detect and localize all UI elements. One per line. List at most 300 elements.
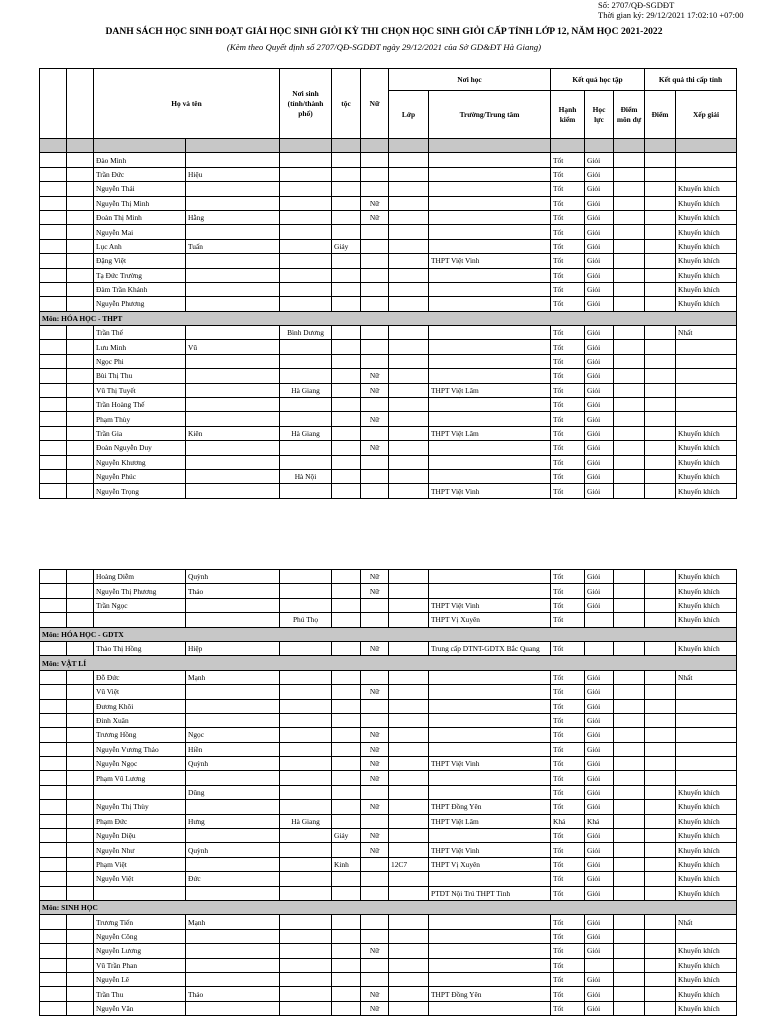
nu-cell: Nữ	[361, 1001, 389, 1015]
lop-cell	[389, 713, 429, 727]
truong-cell	[429, 829, 551, 843]
nu-cell: Nữ	[361, 987, 389, 1001]
truong-cell	[429, 728, 551, 742]
nu-cell	[361, 699, 389, 713]
ten-cell	[186, 196, 280, 210]
noi-sinh-cell	[280, 268, 332, 282]
noi-sinh-cell	[280, 699, 332, 713]
nu-cell	[361, 613, 389, 627]
diem-cell	[645, 843, 676, 857]
subject-section-label: Môn: HÓA HỌC - THPT	[40, 311, 737, 325]
truong-cell: PTDT Nội Trú THPT Tỉnh	[429, 886, 551, 900]
subject-section-row	[40, 656, 737, 670]
diem-cell	[645, 182, 676, 196]
lop-cell	[389, 987, 429, 1001]
ten-cell: Hiệu	[186, 167, 280, 181]
diem-mon-du-cell	[614, 972, 645, 986]
ho-cell: Vũ Việt	[94, 685, 186, 699]
hanh-kiem-cell: Tốt	[551, 441, 585, 455]
truong-cell: THPT Việt Vinh	[429, 254, 551, 268]
noi-sinh-cell	[280, 196, 332, 210]
diem-mon-du-cell	[614, 728, 645, 742]
sbd-cell	[67, 757, 94, 771]
ten-cell	[186, 857, 280, 871]
sbd-cell	[67, 944, 94, 958]
diem-mon-du-cell	[614, 584, 645, 598]
dan-toc-cell	[332, 800, 361, 814]
dan-toc-cell	[332, 254, 361, 268]
diem-mon-du-cell	[614, 613, 645, 627]
student-row	[40, 167, 737, 181]
dan-toc-cell	[332, 455, 361, 469]
noi-sinh-cell	[280, 757, 332, 771]
noi-sinh-cell	[280, 340, 332, 354]
band-cell	[186, 139, 280, 153]
xep-giai-cell: Khuyến khích	[676, 958, 737, 972]
nu-cell	[361, 297, 389, 311]
ho-cell: Nguyễn Mai	[94, 225, 186, 239]
lop-cell	[389, 196, 429, 210]
lop-cell	[389, 929, 429, 943]
diem-cell	[645, 167, 676, 181]
lop-cell	[389, 670, 429, 684]
hoc-luc-cell: Giỏi	[585, 771, 614, 785]
xep-giai-cell: Khuyến khích	[676, 484, 737, 498]
sbd-cell	[67, 987, 94, 1001]
stt-cell	[40, 297, 67, 311]
xep-giai-cell: Nhất	[676, 670, 737, 684]
ten-cell: Mạnh	[186, 670, 280, 684]
diem-mon-du-cell	[614, 857, 645, 871]
diem-mon-du-cell	[614, 915, 645, 929]
nu-cell	[361, 225, 389, 239]
noi-sinh-cell	[280, 800, 332, 814]
dan-toc-cell	[332, 987, 361, 1001]
lop-cell	[389, 728, 429, 742]
student-row	[40, 699, 737, 713]
xep-giai-cell	[676, 354, 737, 368]
dan-toc-cell	[332, 196, 361, 210]
stt-cell	[40, 872, 67, 886]
lop-cell	[389, 915, 429, 929]
diem-cell	[645, 268, 676, 282]
dan-toc-cell	[332, 383, 361, 397]
xep-giai-cell	[676, 383, 737, 397]
truong-cell	[429, 584, 551, 598]
noi-sinh-cell	[280, 857, 332, 871]
hoc-luc-cell: Giỏi	[585, 153, 614, 167]
lop-cell	[389, 182, 429, 196]
nu-cell	[361, 268, 389, 282]
hoc-luc-cell: Giỏi	[585, 484, 614, 498]
nu-cell: Nữ	[361, 771, 389, 785]
ho-cell: Trần Đức	[94, 167, 186, 181]
col-hanh-kiem: Hạnh kiểm	[551, 91, 585, 139]
xep-giai-cell: Khuyến khích	[676, 641, 737, 655]
nu-cell: Nữ	[361, 742, 389, 756]
ho-cell: Phạm Vũ Lương	[94, 771, 186, 785]
hoc-luc-cell: Giỏi	[585, 570, 614, 584]
nu-cell	[361, 398, 389, 412]
col-noi-sinh: Nơi sinh (tỉnh/thành phố)	[280, 69, 332, 139]
xep-giai-cell: Khuyến khích	[676, 785, 737, 799]
student-row	[40, 441, 737, 455]
dan-toc-cell	[332, 814, 361, 828]
dan-toc-cell	[332, 598, 361, 612]
dan-toc-cell	[332, 584, 361, 598]
noi-sinh-cell	[280, 225, 332, 239]
hanh-kiem-cell: Tốt	[551, 239, 585, 253]
ho-cell: Nguyễn Như	[94, 843, 186, 857]
document-title: DANH SÁCH HỌC SINH ĐOẠT GIẢI HỌC SINH GIỎI KỲ THI CHỌN HỌC SINH GIỎI CẤP TỈNH LỚP 12, NĂM HỌC 2021-2022	[105, 26, 663, 37]
noi-sinh-cell	[280, 570, 332, 584]
diem-cell	[645, 426, 676, 440]
stt-cell	[40, 742, 67, 756]
sbd-cell	[67, 699, 94, 713]
truong-cell	[429, 354, 551, 368]
sbd-cell	[67, 297, 94, 311]
noi-sinh-cell	[280, 455, 332, 469]
student-row	[40, 814, 737, 828]
student-row	[40, 613, 737, 627]
diem-mon-du-cell	[614, 239, 645, 253]
dan-toc-cell	[332, 713, 361, 727]
ho-cell: Trương Hồng	[94, 728, 186, 742]
ho-cell: Trần Thế	[94, 326, 186, 340]
ten-cell: Quỳnh	[186, 843, 280, 857]
noi-sinh-cell	[280, 441, 332, 455]
band-cell	[614, 139, 645, 153]
lop-cell	[389, 685, 429, 699]
hoc-luc-cell: Giỏi	[585, 685, 614, 699]
ten-cell	[186, 369, 280, 383]
noi-sinh-cell	[280, 713, 332, 727]
hanh-kiem-cell: Tốt	[551, 153, 585, 167]
truong-cell	[429, 398, 551, 412]
diem-mon-du-cell	[614, 987, 645, 1001]
dan-toc-cell	[332, 742, 361, 756]
stt-cell	[40, 210, 67, 224]
lop-cell	[389, 369, 429, 383]
student-row	[40, 153, 737, 167]
ho-cell: Nguyễn Lê	[94, 972, 186, 986]
xep-giai-cell: Khuyến khích	[676, 843, 737, 857]
sbd-cell	[67, 254, 94, 268]
lop-cell	[389, 441, 429, 455]
noi-sinh-cell	[280, 398, 332, 412]
ho-cell: Nguyễn Vương Thảo	[94, 742, 186, 756]
hoc-luc-cell: Giỏi	[585, 210, 614, 224]
diem-mon-du-cell	[614, 254, 645, 268]
hanh-kiem-cell: Tốt	[551, 254, 585, 268]
hanh-kiem-cell: Khá	[551, 814, 585, 828]
xep-giai-cell	[676, 771, 737, 785]
nu-cell: Nữ	[361, 383, 389, 397]
sbd-cell	[67, 915, 94, 929]
truong-cell: THPT Việt Vinh	[429, 484, 551, 498]
xep-giai-cell	[676, 153, 737, 167]
hoc-luc-cell: Giỏi	[585, 340, 614, 354]
hanh-kiem-cell: Tốt	[551, 354, 585, 368]
hanh-kiem-cell: Tốt	[551, 383, 585, 397]
hanh-kiem-cell: Tốt	[551, 167, 585, 181]
ten-cell	[186, 225, 280, 239]
student-row	[40, 972, 737, 986]
dan-toc-cell	[332, 398, 361, 412]
xep-giai-cell	[676, 728, 737, 742]
diem-mon-du-cell	[614, 340, 645, 354]
sbd-cell	[67, 383, 94, 397]
hoc-luc-cell: Giỏi	[585, 757, 614, 771]
truong-cell: THPT Vị Xuyên	[429, 613, 551, 627]
hanh-kiem-cell: Tốt	[551, 282, 585, 296]
sbd-cell	[67, 872, 94, 886]
diem-cell	[645, 613, 676, 627]
col-noi-hoc: Nơi học	[389, 69, 551, 91]
noi-sinh-cell	[280, 785, 332, 799]
truong-cell	[429, 742, 551, 756]
truong-cell: THPT Việt Vinh	[429, 757, 551, 771]
diem-cell	[645, 584, 676, 598]
band-cell	[40, 139, 67, 153]
hoc-luc-cell: Giỏi	[585, 670, 614, 684]
sbd-cell	[67, 455, 94, 469]
ho-cell: Hoàng Diễm	[94, 570, 186, 584]
hanh-kiem-cell: Tốt	[551, 670, 585, 684]
diem-mon-du-cell	[614, 872, 645, 886]
ho-cell: Nguyễn Việt	[94, 872, 186, 886]
ho-cell: Đương Khôi	[94, 699, 186, 713]
xep-giai-cell: Khuyến khích	[676, 426, 737, 440]
student-row	[40, 196, 737, 210]
hanh-kiem-cell: Tốt	[551, 613, 585, 627]
subject-section-row	[40, 627, 737, 641]
diem-mon-du-cell	[614, 297, 645, 311]
nu-cell: Nữ	[361, 829, 389, 843]
truong-cell	[429, 369, 551, 383]
diem-cell	[645, 225, 676, 239]
hoc-luc-cell: Giỏi	[585, 785, 614, 799]
diem-cell	[645, 872, 676, 886]
dan-toc-cell	[332, 484, 361, 498]
hoc-luc-cell: Giỏi	[585, 225, 614, 239]
student-row	[40, 771, 737, 785]
band-cell	[361, 139, 389, 153]
xep-giai-cell	[676, 340, 737, 354]
hanh-kiem-cell: Tốt	[551, 455, 585, 469]
noi-sinh-cell	[280, 886, 332, 900]
stt-cell	[40, 153, 67, 167]
diem-cell	[645, 958, 676, 972]
hoc-luc-cell: Giỏi	[585, 196, 614, 210]
sbd-cell	[67, 685, 94, 699]
diem-cell	[645, 354, 676, 368]
hoc-luc-cell: Giỏi	[585, 441, 614, 455]
noi-sinh-cell	[280, 728, 332, 742]
truong-cell	[429, 469, 551, 483]
hanh-kiem-cell: Tốt	[551, 886, 585, 900]
nu-cell: Nữ	[361, 441, 389, 455]
hanh-kiem-cell: Tốt	[551, 412, 585, 426]
hoc-luc-cell: Giỏi	[585, 167, 614, 181]
student-row	[40, 886, 737, 900]
dan-toc-cell	[332, 167, 361, 181]
student-row	[40, 958, 737, 972]
dan-toc-cell	[332, 915, 361, 929]
noi-sinh-cell	[280, 829, 332, 843]
subject-section-row	[40, 900, 737, 914]
sbd-cell	[67, 958, 94, 972]
ten-cell	[186, 958, 280, 972]
ten-cell	[186, 929, 280, 943]
xep-giai-cell: Khuyến khích	[676, 570, 737, 584]
stt-cell	[40, 469, 67, 483]
diem-cell	[645, 713, 676, 727]
ho-cell: Bùi Thị Thu	[94, 369, 186, 383]
diem-cell	[645, 915, 676, 929]
nu-cell	[361, 814, 389, 828]
sbd-cell	[67, 196, 94, 210]
band-cell	[676, 139, 737, 153]
xep-giai-cell: Nhất	[676, 915, 737, 929]
student-row	[40, 398, 737, 412]
nu-cell: Nữ	[361, 641, 389, 655]
stt-cell	[40, 958, 67, 972]
hoc-luc-cell: Giỏi	[585, 469, 614, 483]
band-cell	[332, 139, 361, 153]
band-cell	[389, 139, 429, 153]
hanh-kiem-cell: Tốt	[551, 210, 585, 224]
ho-cell: Nguyễn Phương	[94, 297, 186, 311]
ho-cell: Trương Tiến	[94, 915, 186, 929]
lop-cell	[389, 757, 429, 771]
diem-cell	[645, 771, 676, 785]
ten-cell: Thảo	[186, 584, 280, 598]
diem-cell	[645, 598, 676, 612]
dan-toc-cell	[332, 785, 361, 799]
truong-cell	[429, 297, 551, 311]
truong-cell	[429, 210, 551, 224]
ho-cell: Nguyễn Văn	[94, 1001, 186, 1015]
sbd-cell	[67, 584, 94, 598]
sbd-cell	[67, 641, 94, 655]
dan-toc-cell	[332, 1001, 361, 1015]
student-row	[40, 685, 737, 699]
diem-cell	[645, 484, 676, 498]
stt-cell	[40, 944, 67, 958]
ten-cell	[186, 455, 280, 469]
hoc-luc-cell: Giỏi	[585, 929, 614, 943]
diem-mon-du-cell	[614, 785, 645, 799]
ten-cell	[186, 282, 280, 296]
subject-section-row	[40, 311, 737, 325]
hanh-kiem-cell: Tốt	[551, 340, 585, 354]
truong-cell	[429, 670, 551, 684]
hoc-luc-cell: Khá	[585, 814, 614, 828]
hanh-kiem-cell: Tốt	[551, 829, 585, 843]
dan-toc-cell	[332, 426, 361, 440]
ten-cell	[186, 886, 280, 900]
hoc-luc-cell: Giỏi	[585, 598, 614, 612]
noi-sinh-cell	[280, 1001, 332, 1015]
diem-cell	[645, 570, 676, 584]
xep-giai-cell	[676, 929, 737, 943]
ho-cell: Phạm Việt	[94, 857, 186, 871]
student-row	[40, 742, 737, 756]
hoc-luc-cell: Giỏi	[585, 297, 614, 311]
hanh-kiem-cell: Tốt	[551, 584, 585, 598]
dan-toc-cell	[332, 340, 361, 354]
hoc-luc-cell	[585, 958, 614, 972]
ho-cell: Ngọc Phi	[94, 354, 186, 368]
ten-cell	[186, 326, 280, 340]
truong-cell: THPT Vị Xuyên	[429, 857, 551, 871]
lop-cell	[389, 326, 429, 340]
stt-cell	[40, 354, 67, 368]
student-row	[40, 843, 737, 857]
ten-cell	[186, 771, 280, 785]
col-truong: Trường/Trung tâm	[429, 91, 551, 139]
xep-giai-cell: Khuyến khích	[676, 282, 737, 296]
stt-cell	[40, 814, 67, 828]
dan-toc-cell	[332, 771, 361, 785]
dan-toc-cell	[332, 282, 361, 296]
student-row	[40, 857, 737, 871]
lop-cell	[389, 641, 429, 655]
results-table-page-2	[39, 569, 737, 1016]
hanh-kiem-cell: Tốt	[551, 196, 585, 210]
student-row	[40, 340, 737, 354]
nu-cell	[361, 958, 389, 972]
nu-cell	[361, 785, 389, 799]
results-table-page-1	[39, 68, 737, 499]
ten-cell	[186, 412, 280, 426]
xep-giai-cell	[676, 369, 737, 383]
nu-cell: Nữ	[361, 757, 389, 771]
student-row	[40, 354, 737, 368]
truong-cell	[429, 239, 551, 253]
hoc-luc-cell: Giỏi	[585, 987, 614, 1001]
sbd-cell	[67, 398, 94, 412]
ten-cell	[186, 829, 280, 843]
diem-cell	[645, 340, 676, 354]
nu-cell	[361, 340, 389, 354]
diem-cell	[645, 814, 676, 828]
ho-cell: Trần Gia	[94, 426, 186, 440]
xep-giai-cell: Khuyến khích	[676, 598, 737, 612]
diem-mon-du-cell	[614, 685, 645, 699]
ho-cell: Nguyễn Thị Thùy	[94, 800, 186, 814]
student-row	[40, 426, 737, 440]
nu-cell	[361, 282, 389, 296]
ten-cell: Vũ	[186, 340, 280, 354]
sbd-cell	[67, 210, 94, 224]
stt-cell	[40, 699, 67, 713]
student-row	[40, 326, 737, 340]
hoc-luc-cell: Giỏi	[585, 742, 614, 756]
sbd-cell	[67, 469, 94, 483]
noi-sinh-cell	[280, 584, 332, 598]
sbd-cell	[67, 800, 94, 814]
diem-mon-du-cell	[614, 426, 645, 440]
lop-cell	[389, 958, 429, 972]
nu-cell	[361, 239, 389, 253]
noi-sinh-cell	[280, 282, 332, 296]
lop-cell	[389, 613, 429, 627]
diem-cell	[645, 441, 676, 455]
student-row	[40, 570, 737, 584]
diem-mon-du-cell	[614, 196, 645, 210]
